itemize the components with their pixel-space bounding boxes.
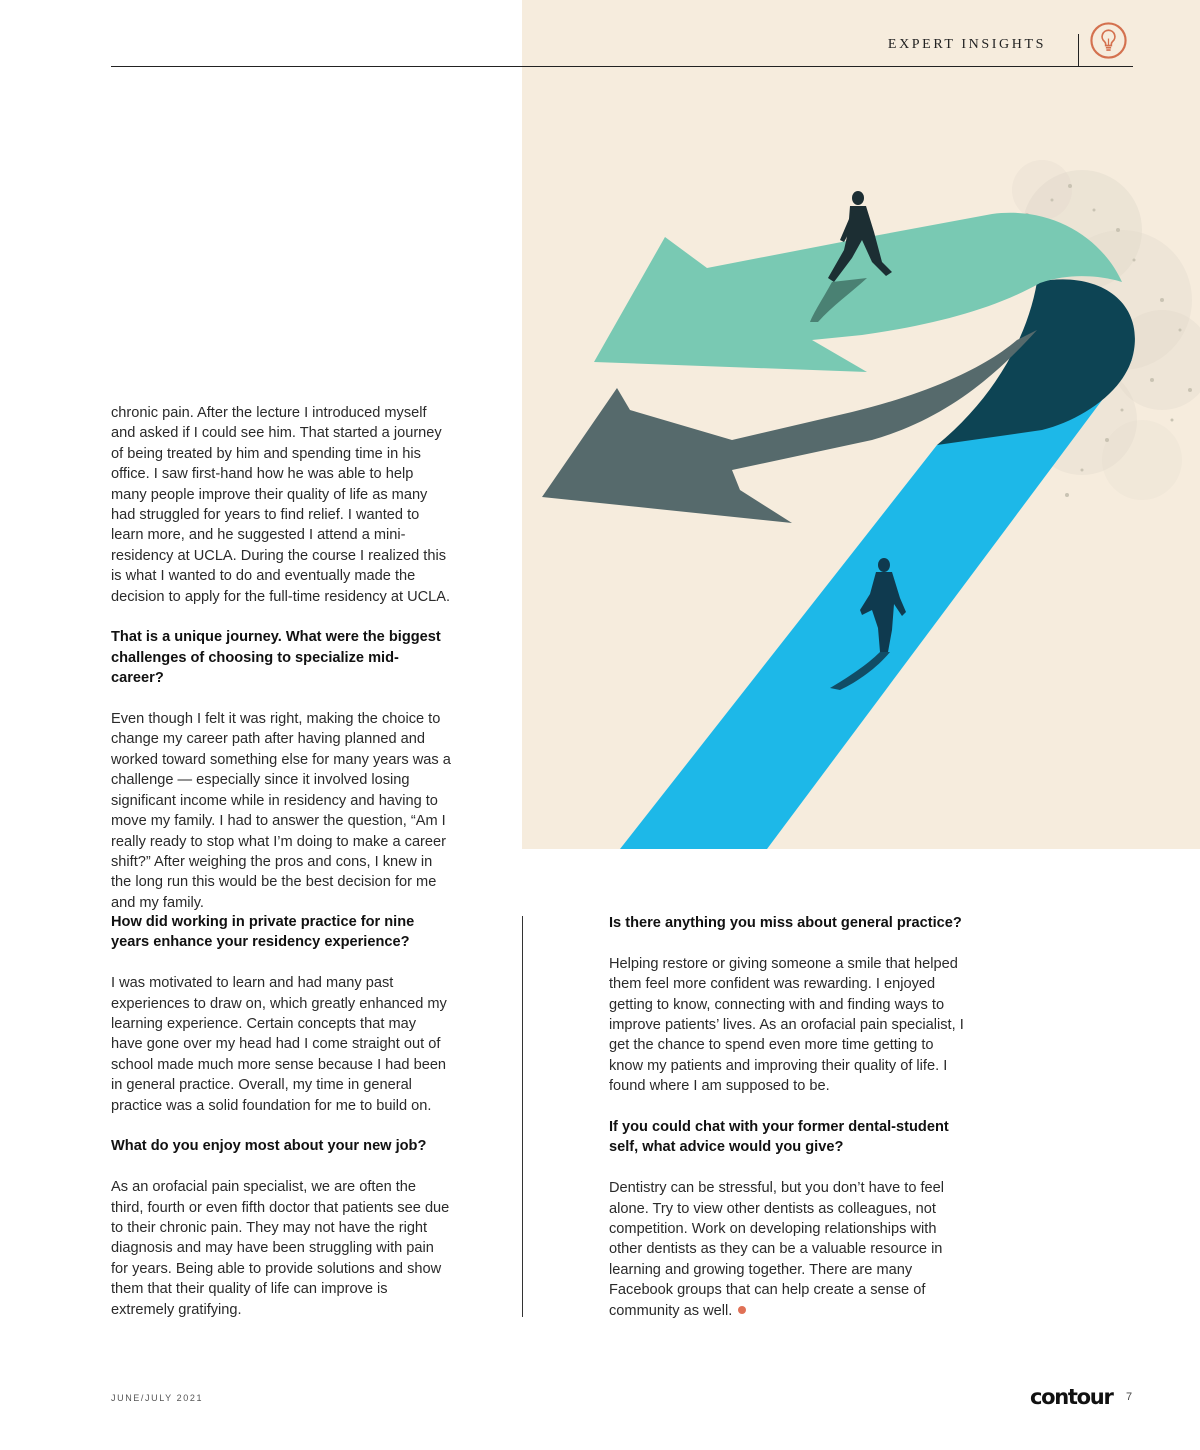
- article-column-left-bottom: [111, 912, 451, 1340]
- issue-date: JUNE/JULY 2021: [111, 1393, 204, 1403]
- question-heading: How did working in private practice for nine years enhance your residency experience?: [111, 914, 415, 951]
- page-number: 7: [1126, 1391, 1133, 1403]
- end-mark-dot: [738, 1306, 746, 1314]
- question-heading: Is there anything you miss about general practice?: [609, 915, 962, 931]
- answer-paragraph: I was motivated to learn and had many past experiences to draw on, which greatly enhanced my learning experience. Certain concepts that may have gone over my head had I come straight out of school made much more sense because I had been in general practice. Overall, my time in general practice was a solid foundation for me to build on.: [111, 975, 447, 1114]
- question-heading: What do you enjoy most about your new job?: [111, 1138, 427, 1155]
- article-column-right: [609, 913, 965, 1341]
- question-heading: If you could chat with your former dental-student self, what advice would you give?: [609, 1119, 949, 1156]
- answer-paragraph: chronic pain. After the lecture I introduced myself and asked if I could see him. That started a journey of being treated by him and spending time in his office. I saw first-hand how he was able to help many people improve their quality of life as many had struggled for years to find relief. I wanted to learn more, and he suggested I attend a mini-residency at UCLA. During the course I realized this is what I wanted to do and eventually made the decision to apply for the full-time residency at UCLA.: [111, 405, 451, 605]
- article-column-left-top: [111, 403, 451, 934]
- question-heading: That is a unique journey. What were the biggest challenges of choosing to specialize mid-career?: [111, 629, 441, 687]
- final-answer-text: Dentistry can be stressful, but you don’t have to feel alone. Try to view other dentists as colleagues, not competition. Work on developing relationships with other dentists as they can be a valuable resource in learning and growing together. There are many Facebook groups that can help create a sense of community as well.: [609, 1180, 945, 1319]
- answer-paragraph-final: [609, 1178, 965, 1321]
- magazine-logo: contour: [1030, 1385, 1113, 1409]
- answer-paragraph: Helping restore or giving someone a smile that helped them feel more confident was rewarding. I enjoyed getting to know, connecting with and finding ways to improve patients’ lives. As an orofacial pain specialist, I get the chance to spend even more time getting to know my patients and improving their quality of life. I found where I am supposed to be.: [609, 955, 964, 1095]
- answer-paragraph: Even though I felt it was right, making the choice to change my career path after having planned and worked toward something else for many years was a challenge — especially since it involved losing significant income while in residency and having to move my family. I had to answer the question, “Am I really ready to stop what I’m doing to make a career shift?” After weighing the pros and cons, I knew in the long run this would be the best decision for me and my family.: [111, 711, 451, 911]
- section-label: EXPERT INSIGHTS: [887, 37, 1046, 52]
- u-turn-arrow-illustration: [522, 0, 1200, 849]
- column-divider: [522, 916, 523, 1317]
- answer-paragraph: As an orofacial pain specialist, we are often the third, fourth or even fifth doctor that patients see due to their chronic pain. They may not have the right diagnosis and may have been struggling with pain for years. Being able to provide solutions and show them that their quality of life can improve is extremely gratifying.: [111, 1179, 450, 1318]
